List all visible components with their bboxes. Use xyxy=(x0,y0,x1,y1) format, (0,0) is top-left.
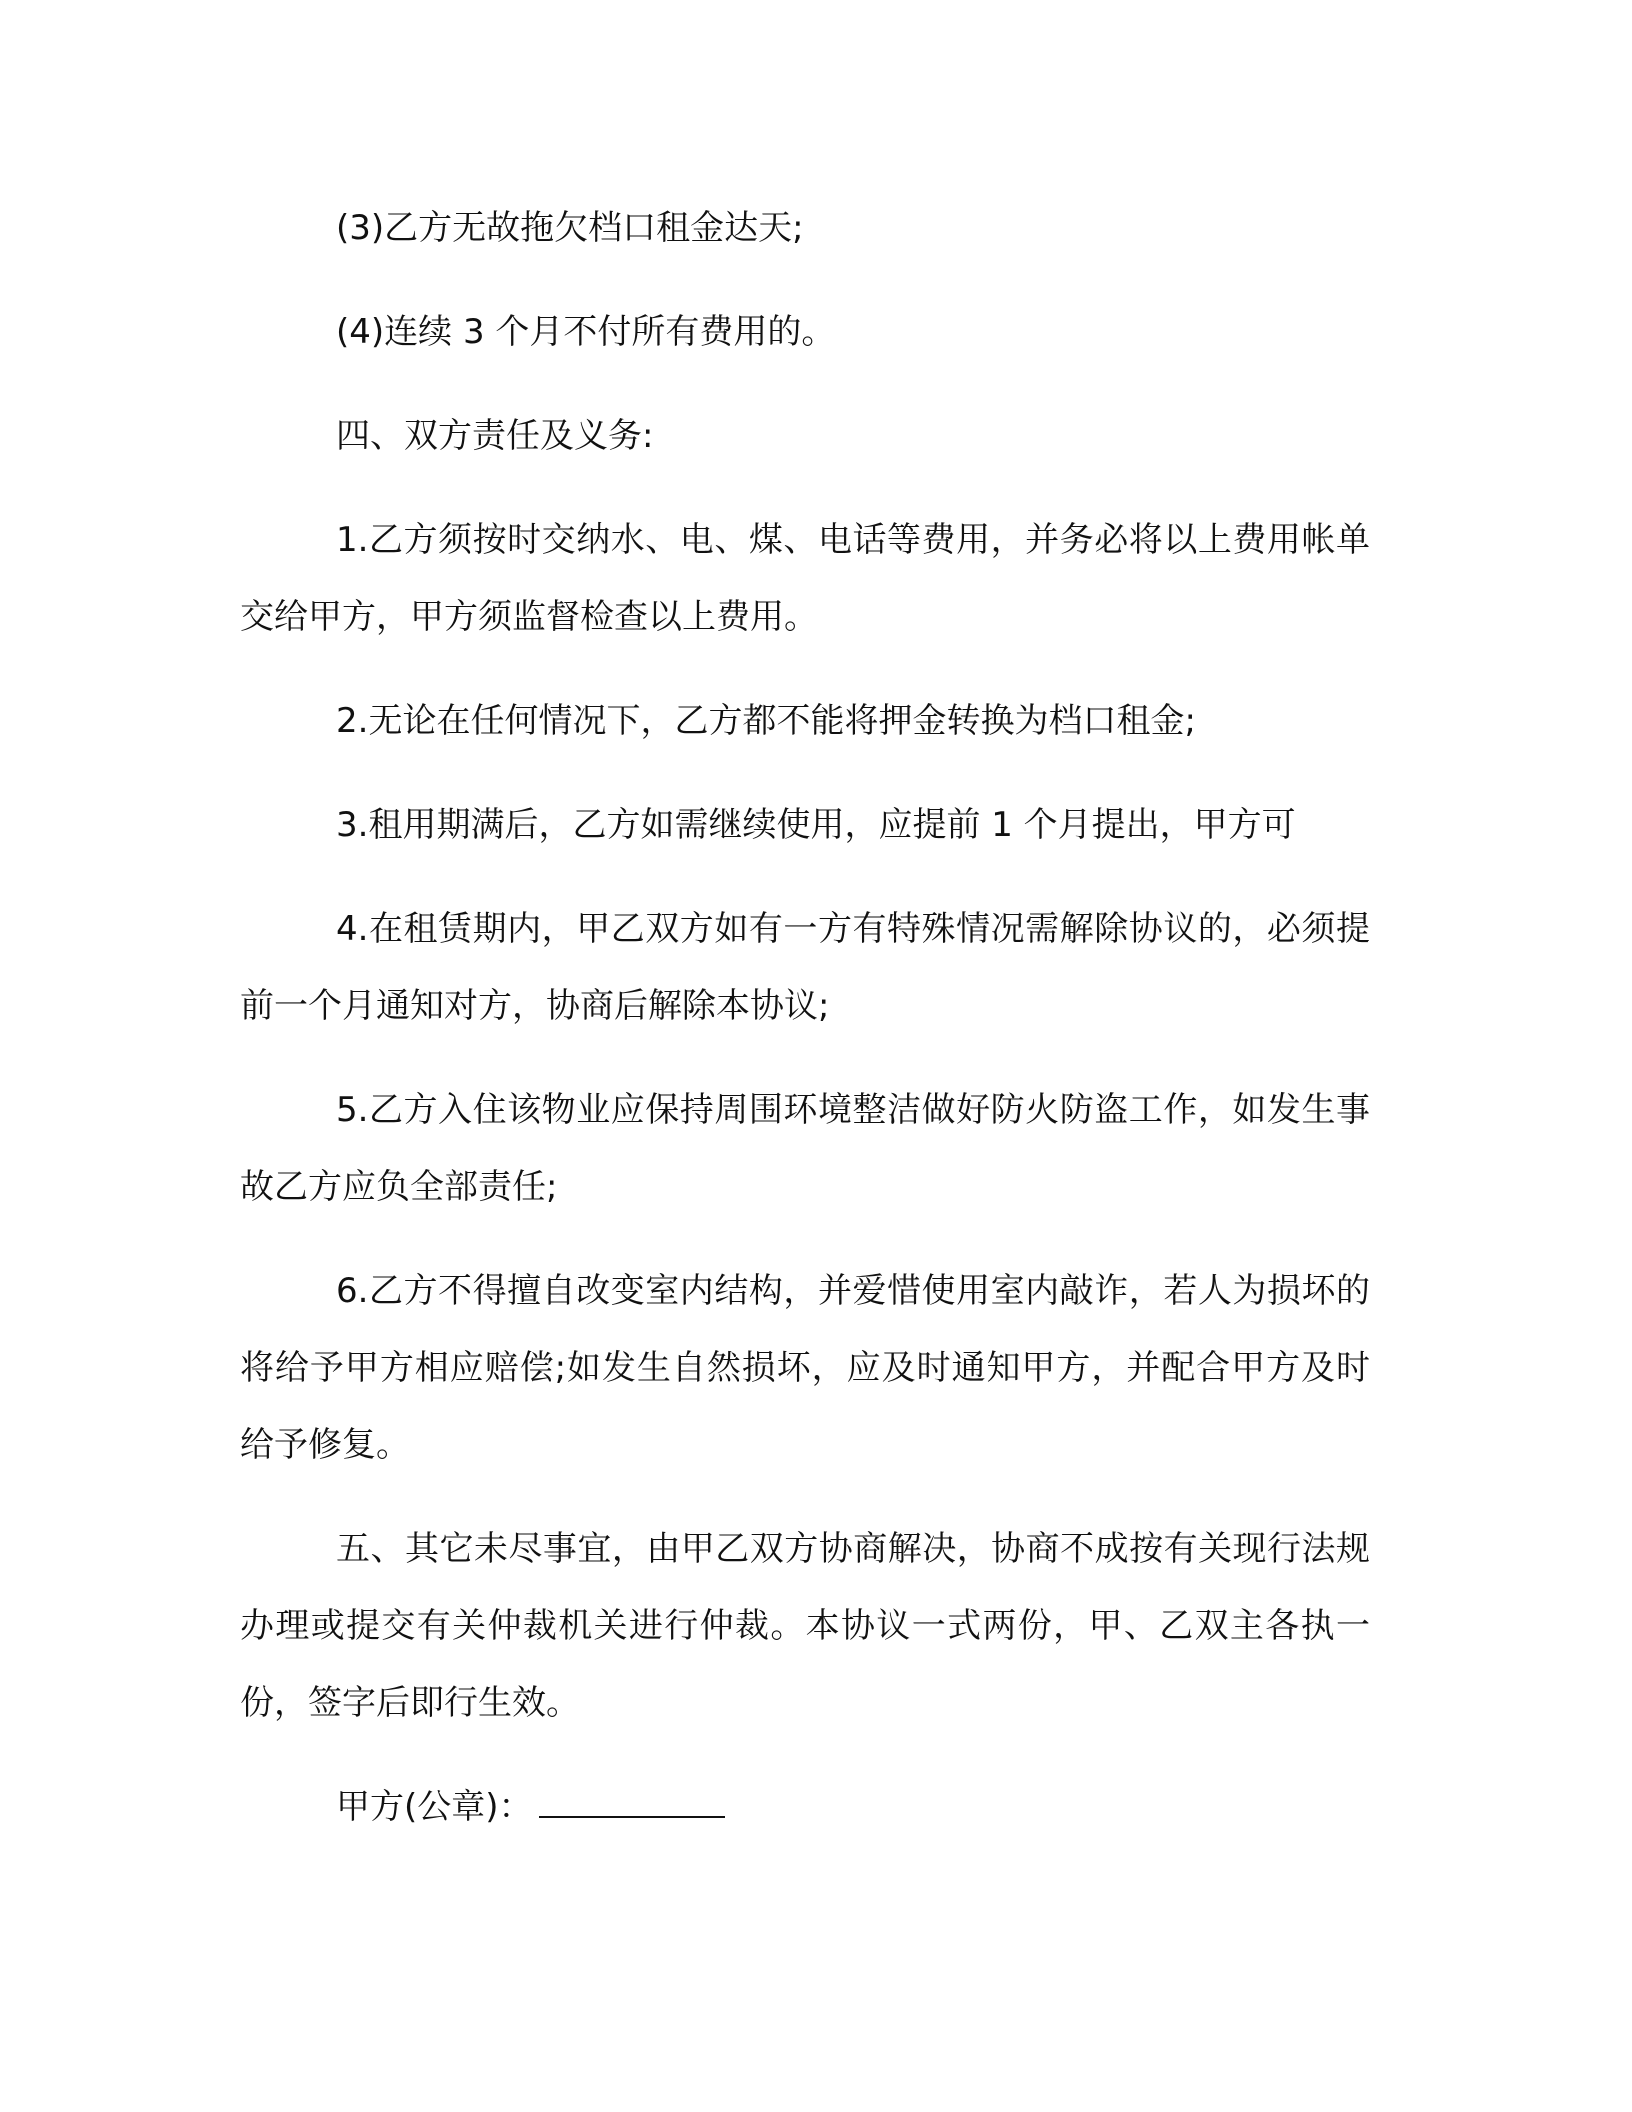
section-5-paragraph: 五、其它未尽事宜，由甲乙双方协商解决，协商不成按有关现行法规办理或提交有关仲裁机关进行仲裁。本协议一式两份，甲、乙双主各执一份，签字后即行生效。 xyxy=(240,1529,1370,1723)
clause-3-4: (4)连续 3 个月不付所有费用的。 xyxy=(336,312,836,352)
party-a-signature-line xyxy=(240,1769,1370,1846)
signature-blank-field[interactable] xyxy=(539,1786,725,1818)
clause-4-3: 3.租用期满后，乙方如需继续使用，应提前 1 个月提出，甲方可 xyxy=(336,805,1296,845)
clause-4-2: 2.无论在任何情况下，乙方都不能将押金转换为档口租金; xyxy=(336,701,1196,741)
clause-4-6: 6.乙方不得擅自改变室内结构，并爱惜使用室内敲诈，若人为损坏的将给予甲方相应赔偿;如发生自然损坏，应及时通知甲方，并配合甲方及时给予修复。 xyxy=(240,1271,1370,1465)
clause-4-1: 1.乙方须按时交纳水、电、煤、电话等费用，并务必将以上费用帐单交给甲方，甲方须监督检查以上费用。 xyxy=(240,520,1370,637)
clause-4-4: 4.在租赁期内，甲乙双方如有一方有特殊情况需解除协议的，必须提前一个月通知对方，协商后解除本协议; xyxy=(240,909,1370,1026)
clause-3-3: (3)乙方无故拖欠档口租金达天; xyxy=(336,208,804,248)
section-4-heading: 四、双方责任及义务: xyxy=(336,416,654,456)
document-body xyxy=(240,190,1370,1846)
party-a-seal-label: 甲方(公章)： xyxy=(336,1787,533,1827)
clause-4-5: 5.乙方入住该物业应保持周围环境整洁做好防火防盗工作，如发生事故乙方应负全部责任; xyxy=(240,1090,1370,1207)
